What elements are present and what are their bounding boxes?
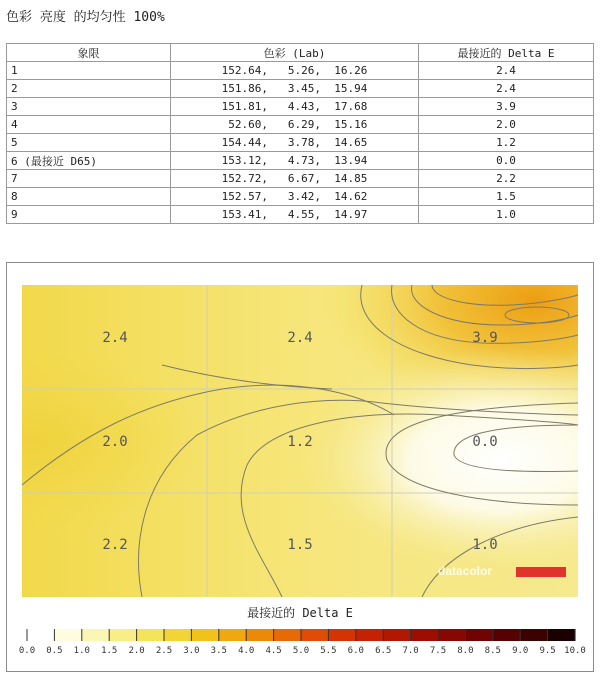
legend-swatch [548, 629, 576, 641]
cell-value-8: 1.5 [287, 537, 313, 553]
cell-lab: 52.60, 6.29, 15.16 [171, 116, 419, 134]
cell-delta-e: 1.0 [419, 206, 594, 224]
legend-swatch [219, 629, 247, 641]
legend-ticks [27, 629, 575, 641]
uniformity-table [6, 43, 594, 224]
legend-tick-label: 2.0 [128, 646, 145, 656]
cell-quadrant: 1 [7, 62, 171, 80]
cell-delta-e: 0.0 [419, 152, 594, 170]
cell-lab: 153.12, 4.73, 13.94 [171, 152, 419, 170]
cell-quadrant: 9 [7, 206, 171, 224]
cell-lab: 152.64, 5.26, 16.26 [171, 62, 419, 80]
legend-tick-label: 8.0 [457, 646, 474, 656]
cell-delta-e: 2.4 [419, 80, 594, 98]
table-row [7, 206, 594, 224]
cell-lab: 151.81, 4.43, 17.68 [171, 98, 419, 116]
legend-swatch [27, 629, 55, 641]
legend-tick-label: 3.0 [183, 646, 200, 656]
legend-tick-label: 1.0 [73, 646, 90, 656]
cell-quadrant: 3 [7, 98, 171, 116]
delta-e-contour-map [22, 285, 578, 597]
cell-delta-e: 1.2 [419, 134, 594, 152]
legend-tick-labels [19, 646, 586, 656]
cell-delta-e: 3.9 [419, 98, 594, 116]
cell-value-3: 3.9 [472, 330, 498, 346]
header-quadrant: 象限 [7, 44, 171, 62]
legend-swatch [301, 629, 329, 641]
cell-value-7: 2.2 [102, 537, 128, 553]
datacolor-logo-bar [516, 567, 566, 577]
color-legend [18, 623, 586, 663]
cell-lab: 152.72, 6.67, 14.85 [171, 170, 419, 188]
table-row [7, 116, 594, 134]
legend-tick-label: 6.0 [347, 646, 364, 656]
legend-tick-label: 7.0 [402, 646, 419, 656]
legend-tick-label: 5.0 [292, 646, 310, 656]
legend-swatch [109, 629, 137, 641]
legend-swatch [520, 629, 548, 641]
table-row [7, 98, 594, 116]
cell-value-1: 2.4 [102, 330, 128, 346]
cell-lab: 151.86, 3.45, 15.94 [171, 80, 419, 98]
cell-quadrant: 6 (最接近 D65) [7, 152, 171, 170]
legend-swatch [411, 629, 439, 641]
legend-tick-label: 2.5 [155, 646, 173, 656]
cell-value-5: 1.2 [287, 434, 313, 450]
table-row [7, 188, 594, 206]
legend-tick-label: 9.0 [512, 646, 529, 656]
legend-swatch [82, 629, 110, 641]
table-row [7, 152, 594, 170]
table-row [7, 62, 594, 80]
cell-quadrant: 7 [7, 170, 171, 188]
legend-swatch [137, 629, 165, 641]
legend-tick-label: 0.5 [46, 646, 63, 656]
legend-tick-label: 1.5 [101, 646, 118, 656]
cell-quadrant: 2 [7, 80, 171, 98]
datacolor-watermark: datacolor [438, 564, 493, 578]
legend-swatch [54, 629, 82, 641]
legend-title: 最接近的 Delta E [247, 606, 353, 620]
cell-delta-e: 1.5 [419, 188, 594, 206]
cell-lab: 152.57, 3.42, 14.62 [171, 188, 419, 206]
cell-delta-e: 2.4 [419, 62, 594, 80]
cell-value-2: 2.4 [287, 330, 313, 346]
legend-swatch [383, 629, 411, 641]
legend-tick-label: 3.5 [210, 646, 227, 656]
cell-lab: 153.41, 4.55, 14.97 [171, 206, 419, 224]
legend-swatch [356, 629, 384, 641]
cell-delta-e: 2.0 [419, 116, 594, 134]
legend-tick-label: 4.5 [265, 646, 282, 656]
cell-value-4: 2.0 [102, 434, 128, 450]
legend-tick-label: 9.5 [539, 646, 556, 656]
table-row [7, 80, 594, 98]
header-lab: 色彩 (Lab) [171, 44, 419, 62]
legend-swatch [274, 629, 302, 641]
header-delta-e: 最接近的 Delta E [419, 44, 594, 62]
legend-swatch [191, 629, 219, 641]
legend-swatch [246, 629, 274, 641]
table-header-row [7, 44, 594, 62]
legend-swatch [328, 629, 356, 641]
legend-swatch [465, 629, 493, 641]
uniformity-map-panel [6, 262, 594, 672]
cell-delta-e: 2.2 [419, 170, 594, 188]
cell-value-9: 1.0 [472, 537, 498, 553]
cell-quadrant: 5 [7, 134, 171, 152]
page-title: 色彩 亮度 的均匀性 100% [6, 10, 165, 25]
cell-value-6: 0.0 [472, 434, 498, 450]
cell-quadrant: 8 [7, 188, 171, 206]
legend-tick-label: 5.5 [320, 646, 337, 656]
legend-tick-label: 6.5 [375, 646, 392, 656]
legend-tick-label: 4.0 [238, 646, 255, 656]
cell-lab: 154.44, 3.78, 14.65 [171, 134, 419, 152]
cell-quadrant: 4 [7, 116, 171, 134]
legend-tick-label: 10.0 [564, 646, 586, 656]
table-row [7, 134, 594, 152]
legend-swatch [493, 629, 521, 641]
legend-tick-label: 8.5 [484, 646, 501, 656]
legend-swatch [438, 629, 466, 641]
legend-tick-label: 0.0 [18, 646, 36, 656]
legend-tick-label: 7.5 [429, 646, 447, 656]
table-row [7, 170, 594, 188]
legend-swatch [164, 629, 192, 641]
